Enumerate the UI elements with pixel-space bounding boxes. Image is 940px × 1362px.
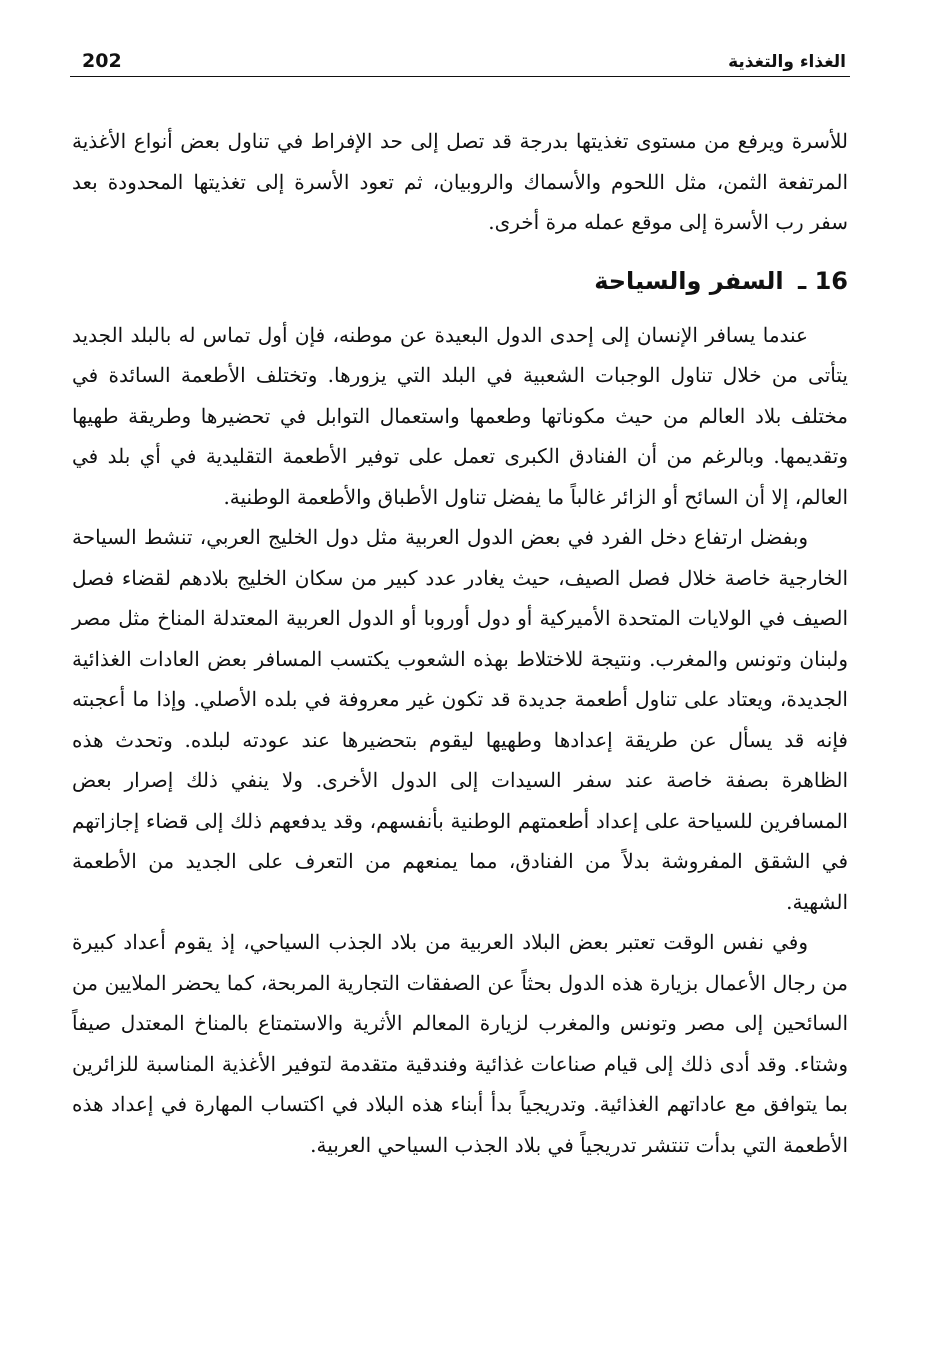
document-page bbox=[70, 40, 850, 1340]
section-number: 16 ـ bbox=[798, 266, 848, 295]
intro-paragraph: للأسرة ويرفع من مستوى تغذيتها بدرجة قد تصل إلى حد الإفراط في تناول بعض أنواع الأغذية المرتفعة الثمن، مثل اللحوم والأسماك والروبيان، ثم تعود الأسرة إلى تغذيتها المحدودة بعد سفر رب الأسرة إلى موقع عمله مرة أخرى. bbox=[72, 129, 849, 234]
section-heading bbox=[72, 261, 848, 301]
running-header bbox=[70, 40, 850, 77]
section-title: السفر والسياحة bbox=[594, 266, 784, 295]
body-paragraph-3: وفي نفس الوقت تعتبر بعض البلاد العربية من بلاد الجذب السياحي، إذ يقوم أعداد كبيرة من رجال الأعمال بزيارة هذه الدول بحثاً عن الصفقات التجارية المربحة، كما يحضر الملايين من السائحين إلى مصر وتونس والمغرب لزيارة المعالم الأثرية والاستمتاع بالمناخ المعتدل صيفاً وشتاء. وقد أدى ذلك إلى قيام صناعات غذائية وفندقية متقدمة لتوفير الأغذية المناسبة للزائرين بما يتوافق مع عاداتهم الغذائية. وتدريجياً بدأ أبناء هذه البلاد في اكتساب المهارة في إعداد هذه الأطعمة التي بدأت تنتشر تدريجياً في بلاد الجذب السياحي العربية. bbox=[72, 930, 848, 1157]
body-paragraph-2: وبفضل ارتفاع دخل الفرد في بعض الدول العربية مثل دول الخليج العربي، تنشط السياحة الخارجية خاصة خلال فصل الصيف، حيث يغادر عدد كبير من سكان الخليج بلادهم لقضاء فصل الصيف في الولايات المتحدة الأميركية أو دول أوروبا أو الدول العربية المعتدلة المناخ مثل مصر ولبنان وتونس والمغرب. ونتيجة للاختلاط بهذه الشعوب يكتسب المسافر بعض العادات الغذائية الجديدة، ويعتاد على تناول أطعمة جديدة قد تكون غير معروفة في بلده الأصلي. وإذا ما أعجبته فإنه قد يسأل عن طريقة إعدادها وطهيها ليقوم بتحضيرها عند عودته لبلده. وتحدث هذه الظاهرة بصفة خاصة عند سفر السيدات إلى الدول الأخرى. ولا ينفي ذلك إصرار بعض المسافرين للسياحة على إعداد أطعمتهم الوطنية بأنفسهم، وقد يدفعهم ذلك إلى قضاء إجازاتهم في الشقق المفروشة بدلاً من الفنادق، مما يمنعهم من التعرف على الجديد من الأطعمة الشهية. bbox=[72, 525, 848, 914]
body-paragraph-1: عندما يسافر الإنسان إلى إحدى الدول البعيدة عن موطنه، فإن أول تماس له بالبلد الجديد يتأتى من خلال تناول الوجبات الشعبية في البلد التي يزورها. وتختلف الأطعمة السائدة في مختلف بلاد العالم من حيث مكوناتها وطعمها واستعمال التوابل في تحضيرها وطريقة طهيها وتقديمها. وبالرغم من أن الفنادق الكبرى تعمل على توفير الأطعمة التقليدية في أي بلد في العالم، إلا أن السائح أو الزائر غالباً ما يفضل تناول الأطباق والأطعمة الوطنية. bbox=[72, 322, 848, 509]
page-number: 202 bbox=[82, 50, 122, 72]
running-header-title: الغذاء والتغذية bbox=[728, 52, 846, 72]
